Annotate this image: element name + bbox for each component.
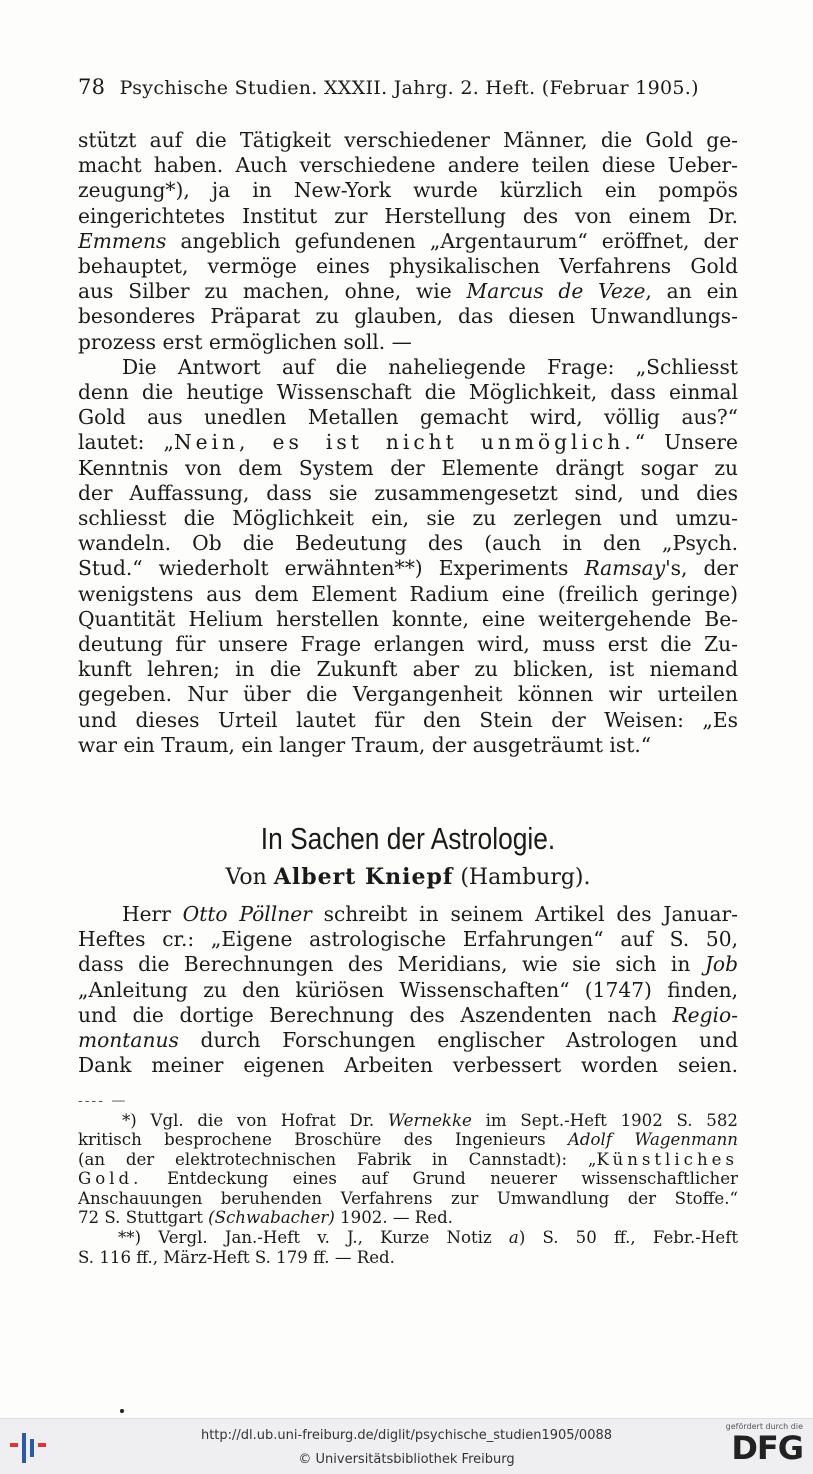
text-line: prozess erst ermöglichen soll. — <box>78 329 412 354</box>
text-line: und die dortige Berechnung des Aszendenten nach Regio- <box>78 1002 738 1027</box>
text-line: montanus durch Forschungen englischer Astrologen und <box>78 1028 738 1053</box>
person-name: Ramsay <box>584 556 666 581</box>
article-paragraph <box>78 902 738 1078</box>
running-head <box>78 70 738 104</box>
text-line: eingerichtetes Institut zur Herstellung des von einem Dr. <box>78 203 738 228</box>
person-name: Job <box>704 952 738 977</box>
spaced-emphasis: Gold. <box>78 1169 143 1189</box>
text-line: „Anleitung zu den küriösen Wissenschaften“ (1747) finden, <box>78 977 738 1002</box>
byline-prefix: Von <box>225 865 267 891</box>
text-line: wenigstens aus dem Element Radium eine (freilich geringe) <box>78 581 738 606</box>
text-line: behauptet, vermöge eines physikalischen Verfahrens Gold <box>78 254 738 279</box>
byline <box>78 864 738 890</box>
dfg-logo <box>711 1422 803 1472</box>
text-line: Herr Otto Pöllner schreibt in seinem Artikel des Januar- <box>122 902 738 927</box>
person-name: Regio- <box>672 1002 738 1027</box>
paragraph-2 <box>78 355 738 758</box>
person-name: Otto Pöllner <box>182 902 312 927</box>
person-name: Marcus de Veze <box>466 279 646 304</box>
person-name: Emmens <box>78 228 167 253</box>
page-number: 78 <box>78 75 106 99</box>
text-line: deutung für unsere Frage erlangen wird, muss erst die Zu- <box>78 632 738 657</box>
copyright-notice: © Universitätsbibliothek Freiburg <box>298 1452 515 1467</box>
footnotes <box>78 1111 738 1268</box>
text-line: aus Silber zu machen, ohne, wie Marcus de Veze, an ein <box>78 279 738 304</box>
person-name: Adolf Wagenmann <box>567 1130 738 1150</box>
text-line: war ein Traum, ein langer Traum, der ausgeträumt ist.“ <box>78 732 652 757</box>
footnote-line: *) Vgl. die von Hofrat Dr. Wernekke im Sept.-Heft 1902 S. 582 <box>122 1110 738 1130</box>
footnote-line: 72 S. Stuttgart (Schwabacher) 1902. — Red. <box>78 1208 453 1228</box>
footnote-line: **) Vergl. Jan.-Heft v. J., Kurze Notiz a) S. 50 ff., Febr.-Heft <box>118 1228 738 1248</box>
author-name: Albert Kniepf <box>273 864 454 891</box>
spaced-emphasis: Künstliches <box>596 1149 738 1169</box>
text-line: zeugung*), ja in New-York wurde kürzlich ein pompös <box>78 178 738 203</box>
text-line: besonderes Präparat zu glauben, das diesen Unwandlungs- <box>78 304 738 329</box>
text-line: Dank meiner eigenen Arbeiten verbessert worden seien. <box>78 1053 738 1078</box>
footnote-line: Anschauungen beruhenden Verfahrens zur Umwandlung der Stoffe.“ <box>78 1188 738 1208</box>
text-line: stützt auf die Tätigkeit verschiedener Männer, die Gold ge- <box>78 128 738 152</box>
print-speck <box>120 1409 124 1413</box>
text-line: Heftes cr.: „Eigene astrologische Erfahrungen“ auf S. 50, <box>78 927 738 952</box>
dfg-note: gefördert durch die <box>725 1422 803 1431</box>
footnote-line: S. 116 ff., März-Heft S. 179 ff. — Red. <box>78 1247 395 1267</box>
footnote-line: Gold. Entdeckung eines auf Grund neuerer wissenschaftlicher <box>78 1169 738 1189</box>
text-line: kunft lehren; in die Zukunft aber zu blicken, ist niemand <box>78 657 738 682</box>
text-line: Kenntnis von dem System der Elemente drängt sogar zu <box>78 455 738 480</box>
footer-bar <box>0 1418 813 1474</box>
running-title: Psychische Studien. XXXII. Jahrg. 2. Heft. (Februar 1905.) <box>119 77 699 99</box>
text-line: denn die heutige Wissenschaft die Möglichkeit, dass einmal <box>78 380 738 405</box>
spaced-emphasis: Nein, es ist nicht unmöglich. <box>173 430 635 455</box>
page-body <box>78 70 738 1267</box>
text-line: lautet: „Nein, es ist nicht unmöglich.“ Unsere <box>78 430 738 455</box>
text-line: dass die Berechnungen des Meridians, wie sie sich in Job <box>78 952 738 977</box>
source-url-link[interactable]: http://dl.ub.uni-freiburg.de/diglit/psychische_studien1905/0088 <box>200 1428 613 1443</box>
text-line: schliesst die Möglichkeit ein, sie zu zerlegen und umzu- <box>78 506 738 531</box>
author-place: (Hamburg). <box>460 865 591 891</box>
footnote-line: (an der elektrotechnischen Fabrik in Cannstadt): „Künstliches <box>78 1149 738 1169</box>
person-name: montanus <box>78 1028 179 1053</box>
text-line: wandeln. Ob die Bedeutung des (auch in den „Psych. <box>78 531 738 556</box>
text-line: Stud.“ wiederholt erwähnten**) Experiments Ramsay's, der <box>78 556 738 581</box>
text-line: Quantität Helium herstellen konnte, eine weitergehende Be- <box>78 606 738 631</box>
dfg-mark: DFG <box>731 1429 803 1467</box>
footnote-line: kritisch besprochene Broschüre des Ingenieurs Adolf Wagenmann <box>78 1130 738 1150</box>
footnote-rule: ---- — <box>78 1092 128 1109</box>
article-title: In Sachen der Astrologie. <box>260 821 556 857</box>
text-line: und dieses Urteil lautet für den Stein der Weisen: „Es <box>78 707 738 732</box>
text-line: Die Antwort auf die naheliegende Frage: „Schliesst <box>122 354 738 379</box>
text-line: gegeben. Nur über die Vergangenheit können wir urteilen <box>78 682 738 707</box>
person-name: Wernekke <box>387 1110 472 1130</box>
text-line: Gold aus unedlen Metallen gemacht wird, völlig aus?“ <box>78 405 738 430</box>
text-line: der Auffassung, dass sie zusammengesetzt sind, und dies <box>78 480 738 505</box>
text-line: macht haben. Auch verschiedene andere teilen diese Ueber- <box>78 153 738 178</box>
text-line: Emmens angeblich gefundenen „Argentaurum“ eröffnet, der <box>78 228 738 253</box>
publisher-name: (Schwabacher) <box>208 1208 335 1228</box>
paragraph-1 <box>78 128 738 355</box>
